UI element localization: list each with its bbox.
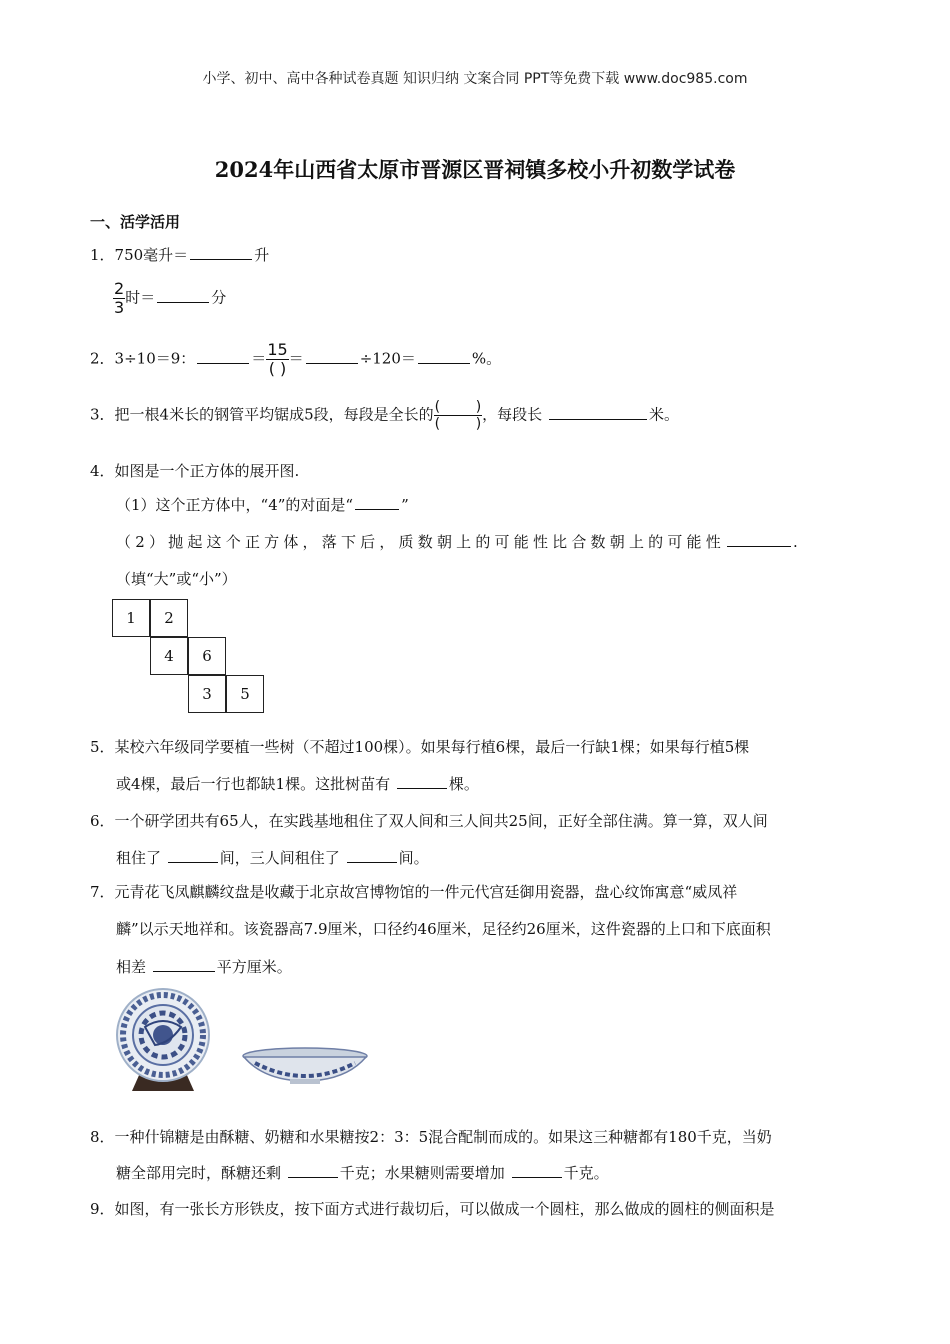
net-cell: 1 <box>112 599 150 637</box>
net-cell: 3 <box>188 675 226 713</box>
question-6-line-2: 租住了 间，三人间租住了 间。 <box>116 849 429 867</box>
question-7-line-1: 7．元青花飞凤麒麟纹盘是收藏于北京故宫博物馆的一件元代宫廷御用瓷器，盘心纹饰寓意“威凤祥 <box>90 883 738 901</box>
question-9-line-1: 9．如图，有一张长方形铁皮，按下面方式进行裁切后，可以做成一个圆柱，那么做成的圆柱的侧面积是 <box>90 1200 775 1218</box>
answer-blank[interactable] <box>397 774 447 789</box>
answer-blank[interactable] <box>549 405 647 420</box>
answer-blank[interactable] <box>157 288 209 303</box>
question-8-line-2: 糖全部用完时，酥糖还剩 千克；水果糖则需要增加 千克。 <box>116 1164 609 1182</box>
question-7-line-3: 相差 平方厘米。 <box>116 958 292 976</box>
section-heading: 一、活学活用 <box>90 213 181 231</box>
answer-blank[interactable] <box>306 349 358 364</box>
question-1-line-1: 1．750毫升＝ 升 <box>90 246 270 264</box>
question-4-line-1: 4．如图是一个正方体的展开图. <box>90 462 300 480</box>
answer-blank[interactable] <box>168 848 218 863</box>
answer-blank[interactable] <box>347 848 397 863</box>
question-7-line-2: 麟”以示天地祥和。该瓷器高7.9厘米，口径约46厘米，足径约26厘米，这件瓷器的上口和下底面积 <box>116 920 771 938</box>
question-4-part-2: （2）抛起这个正方体，落下后，质数朝上的可能性比合数朝上的可能性 . <box>116 533 802 551</box>
answer-blank[interactable] <box>153 957 215 972</box>
porcelain-bowl-image <box>240 1046 370 1086</box>
answer-blank[interactable] <box>512 1163 562 1178</box>
page-title: 2024年山西省太原市晋源区晋祠镇多校小升初数学试卷 <box>214 157 736 182</box>
net-cell: 5 <box>226 675 264 713</box>
answer-blank[interactable] <box>190 245 252 260</box>
question-2: 2．3÷10＝9： ＝ $\frac{15}{( )}$ ＝ ÷120＝ %。 <box>90 340 502 378</box>
question-3: 3．把一根4米长的钢管平均锯成5段，每段是全长的 $\frac{( )}{( )}$ ，每段长 米。 <box>90 399 679 432</box>
question-4-hint: （填“大”或“小”） <box>116 570 237 588</box>
question-6-line-1: 6．一个研学团共有65人，在实践基地租住了双人间和三人间共25间，正好全部住满。算一算，双人间 <box>90 812 768 830</box>
question-8-line-1: 8．一种什锦糖是由酥糖、奶糖和水果糖按2：3：5混合配制而成的。如果这三种糖都有180千克，当奶 <box>90 1128 772 1146</box>
site-header: 小学、初中、高中各种试卷真题 知识归纳 文案合同 PPT等免费下载 www.doc985.com <box>202 71 748 87</box>
answer-blank[interactable] <box>418 349 470 364</box>
fraction: $\frac{15}{( )}$ <box>267 340 288 378</box>
fraction: $\frac{2}{3}$ <box>114 279 125 317</box>
question-5-line-2: 或4棵，最后一行也都缺1棵。这批树苗有 棵。 <box>116 775 479 793</box>
net-cell: 6 <box>188 637 226 675</box>
answer-blank[interactable] <box>355 495 399 510</box>
porcelain-plate-image <box>110 987 216 1093</box>
question-5-line-1: 5．某校六年级同学要植一些树（不超过100棵）。如果每行植6棵，最后一行缺1棵；如果每行植5棵 <box>90 738 750 756</box>
answer-blank[interactable] <box>727 532 791 547</box>
answer-blank[interactable] <box>288 1163 338 1178</box>
fraction-blank[interactable]: $\frac{( )}{( )}$ <box>434 399 482 432</box>
net-cell: 4 <box>150 637 188 675</box>
answer-blank[interactable] <box>197 349 249 364</box>
net-cell: 2 <box>150 599 188 637</box>
question-1-line-2: $\frac{2}{3}$ 时＝ 分 <box>114 279 227 317</box>
question-4-part-1: （1）这个正方体中，“4”的对面是“ ” <box>116 496 409 514</box>
